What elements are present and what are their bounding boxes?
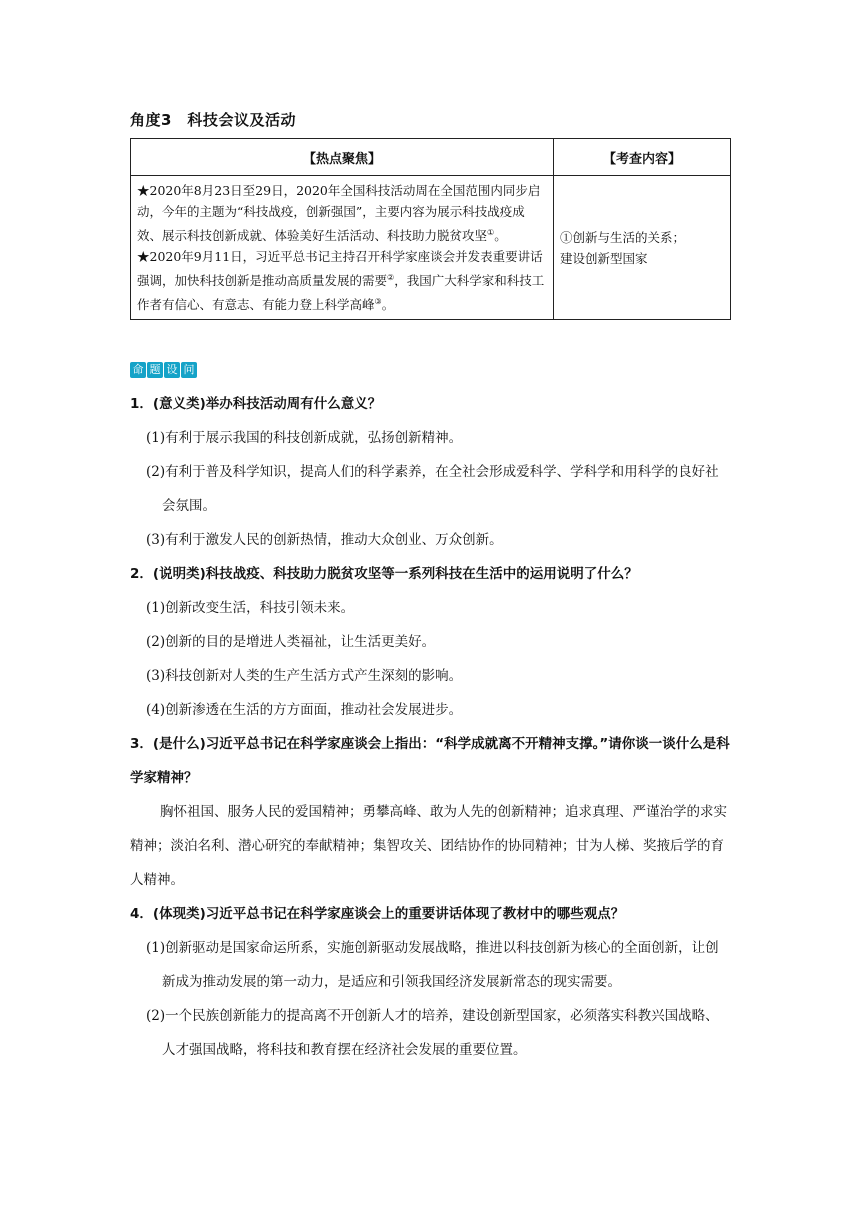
question-list [130, 387, 730, 1067]
exam-content-line: ①创新与生活的关系； [560, 229, 686, 245]
header-hotspot: 【热点聚焦】 [131, 139, 554, 176]
question-4: 4．(体现类)习近平总书记在科学家座谈会上的重要讲话体现了教材中的哪些观点？ [130, 906, 625, 922]
question-2: 2．(说明类)科技战疫、科技助力脱贫攻坚等一系列科技在生活中的运用说明了什么？ [130, 566, 638, 582]
answer-line: (2)一个民族创新能力的提高离不开创新人才的培养，建设创新型国家，必须落实科教兴国战略、人才强国战略，将科技和教育摆在经济社会发展的重要位置。 [146, 1008, 719, 1058]
table-header-row [131, 139, 731, 176]
footnote-mark: ② [387, 273, 395, 283]
answer-line: (1)有利于展示我国的科技创新成就，弘扬创新精神。 [146, 430, 463, 446]
header-exam-content: 【考查内容】 [554, 139, 731, 176]
badge-char: 问 [181, 362, 197, 378]
answer-line: (2)有利于普及科学知识，提高人们的科学素养，在全社会形成爱科学、学科学和用科学的良好社会氛围。 [146, 464, 719, 514]
footnote-mark: ① [487, 228, 495, 237]
question-1: 1．(意义类)举办科技活动周有什么意义？ [130, 396, 382, 412]
table-row [131, 176, 731, 320]
hotspot-item-text: ★2020年9月11日，习近平总书记主持召开科学家座谈会并发表重要讲话强调，加快科技创新是推动高质量发展的需要 [137, 249, 543, 289]
answer-line: (3)科技创新对人类的生产生活方式产生深刻的影响。 [146, 668, 463, 684]
hotspot-cell [131, 176, 554, 320]
footnote-mark: ③ [374, 297, 382, 307]
hotspot-item-mid: ，我国广大科学家和科技工作者有信心、有意志、有能力登上科学高峰 [137, 273, 545, 313]
answer-line: (1)创新改变生活，科技引领未来。 [146, 600, 355, 616]
answer-paragraph: 胸怀祖国、服务人民的爱国精神；勇攀高峰、敢为人先的创新精神；追求真理、严谨治学的求实精神；淡泊名利、潜心研究的奉献精神；集智攻关、团结协作的协同精神；甘为人梯、奖掖后学的育人精神。 [130, 804, 727, 888]
answer-line: (3)有利于激发人民的创新热情，推动大众创业、万众创新。 [146, 532, 503, 548]
question-3: 3．(是什么)习近平总书记在科学家座谈会上指出：“科学成就离不开精神支撑。”请你谈一谈什么是科学家精神？ [130, 736, 730, 786]
question-setting-badge [130, 362, 197, 378]
hotspot-item-tail: 。 [494, 228, 507, 244]
exam-content-cell [554, 176, 731, 320]
badge-char: 设 [164, 362, 180, 378]
badge-char: 命 [130, 362, 146, 378]
hotspot-item [137, 246, 547, 315]
answer-line: (4)创新渗透在生活的方方面面，推动社会发展进步。 [146, 702, 463, 718]
exam-content-line: 建设创新型国家 [560, 250, 648, 266]
answer-line: (1)创新驱动是国家命运所系，实施创新驱动发展战略，推进以科技创新为核心的全面创新，让创新成为推动发展的第一动力，是适应和引领我国经济发展新常态的现实需要。 [146, 940, 719, 990]
hotspot-item [137, 180, 547, 246]
section-title: 角度3 科技会议及活动 [130, 111, 296, 129]
badge-char: 题 [147, 362, 163, 378]
hotspot-item-text: ★2020年8月23日至29日，2020年全国科技活动周在全国范围内同步启动，今年的主题为“科技战疫，创新强国”，主要内容为展示科技战疫成效、展示科技创新成就、体验美好生活活动、科技助力脱贫攻坚 [137, 183, 541, 244]
answer-line: (2)创新的目的是增进人类福祉，让生活更美好。 [146, 634, 436, 650]
hotspot-table [130, 138, 731, 320]
hotspot-item-tail: 。 [381, 297, 395, 313]
